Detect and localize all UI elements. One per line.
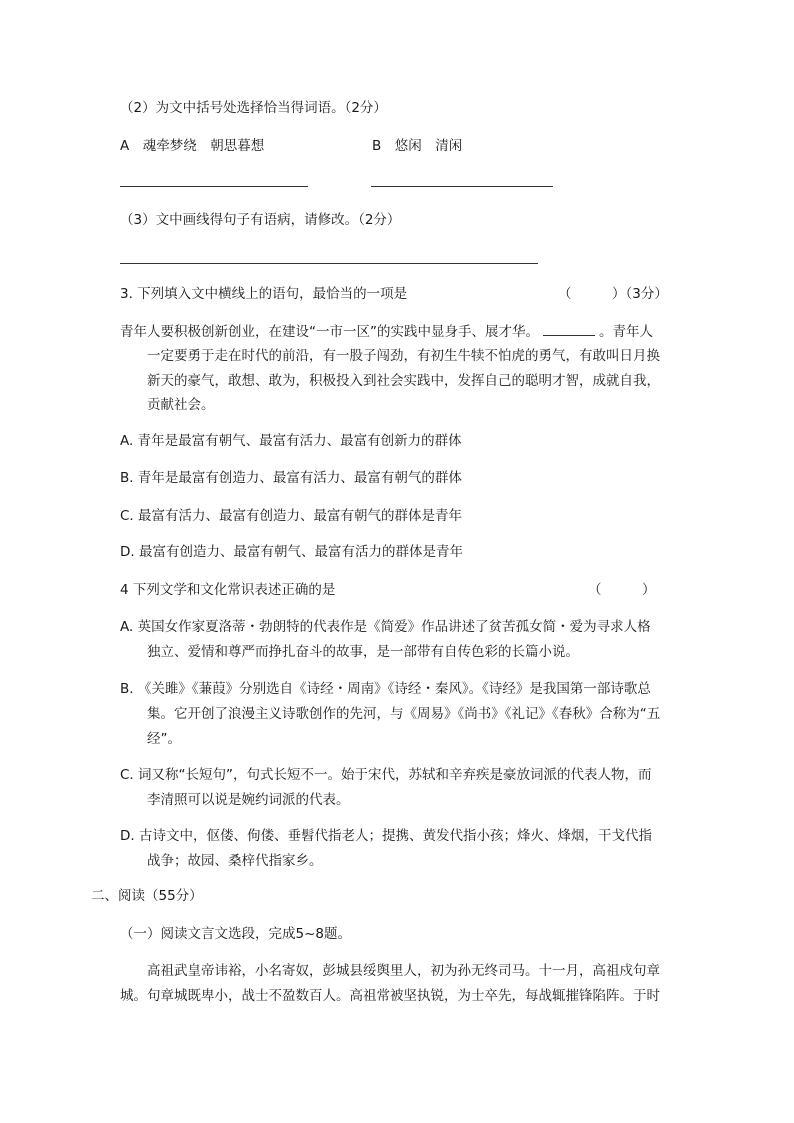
q3-prompt: 3. 下列填入文中横线上的语句，最恰当的一项是 (120, 286, 408, 302)
subsection-heading: （一）阅读文言文选段，完成5~8题。 (120, 926, 351, 942)
q3-option-d: D. 最富有创造力、最富有朝气、最富有活力的群体是青年 (120, 544, 463, 560)
q3-passage-text-1b: 。青年人 (599, 324, 653, 340)
q3-sub-prompt: （3）文中画线得句子有语病，请修改。（2分） (120, 212, 401, 228)
q3-option-c: C. 最富有活力、最富有创造力、最富有朝气的群体是青年 (120, 508, 463, 524)
q3-option-b: B. 青年是最富有创造力、最富有活力、最富有朝气的群体 (120, 470, 462, 486)
q4-option-b-line-2: 集。它开创了浪漫主义诗歌创作的先河，与《周易》《尚书》《礼记》《春秋》合称为“五 (147, 706, 661, 722)
q3-passage-line-2: 一定要勇于走在时代的前沿，有一股子闯劲，有初生牛犊不怕虎的勇气，有敢叫日月换 (147, 348, 660, 364)
q4-option-a-line-1: A. 英国女作家夏洛蒂・勃朗特的代表作是《简爱》作品讲述了贫苦孤女简・爱为寻求人格 (120, 619, 651, 635)
q4-option-d-line-1: D. 古诗文中，伛偻、佝偻、垂髫代指老人；提携、黄发代指小孩；烽火、烽烟，干戈代指 (120, 828, 652, 844)
q4-prompt: 4 下列文学和文化常识表述正确的是 (120, 582, 336, 598)
q3-passage-line-4: 贡献社会。 (147, 397, 215, 413)
section-heading: 二、阅读（55分） (91, 888, 203, 904)
q3-answer-paren[interactable]: （ ）（3分） (558, 286, 668, 302)
answer-line-revision[interactable] (120, 263, 538, 264)
classical-text-line-2: 城。句章城既卑小，战士不盈数百人。高祖常被坚执锐，为士卒先，每战辄摧锋陷阵。于时 (120, 988, 660, 1004)
q4-option-b-line-3: 经”。 (147, 731, 181, 747)
q3-passage-line-3: 新天的豪气，敢想、敢为，积极投入到社会实践中，发挥自己的聪明才智，成就自我， (147, 373, 660, 389)
q2-option-b: B 悠闲 清闲 (372, 138, 463, 154)
q4-answer-paren[interactable]: （ ） (588, 582, 656, 598)
q4-option-b-line-1: B. 《关雎》《蒹葭》分别选自《诗经・周南》《诗经・秦风》。《诗经》是我国第一部诗歌总 (120, 681, 651, 697)
answer-line-b[interactable] (371, 186, 553, 187)
q4-option-c-line-1: C. 词又称“长短句”，句式长短不一。始于宋代，苏轼和辛弃疾是豪放词派的代表人物，而 (120, 767, 652, 783)
q2-option-a: A 魂牵梦绕 朝思暮想 (120, 138, 265, 154)
answer-line-a[interactable] (120, 186, 308, 187)
q4-option-a-line-2: 独立、爱情和尊严而挣扎奋斗的故事，是一部带有自传色彩的长篇小说。 (147, 644, 579, 660)
q3-passage-text-1a: 青年人要积极创新创业，在建设“一市一区”的实践中显身手、展才华。 (120, 324, 539, 340)
q2-prompt: （2）为文中括号处选择恰当得词语。（2分） (120, 100, 387, 116)
q4-option-c-line-2: 李清照可以说是婉约词派的代表。 (147, 792, 350, 808)
q3-option-a: A. 青年是最富有朝气、最富有活力、最富有创新力的群体 (120, 433, 462, 449)
q3-passage-line-1 (120, 321, 653, 342)
q3-fill-blank[interactable] (543, 321, 595, 336)
classical-text-line-1: 高祖武皇帝讳裕，小名寄奴，彭城县绥舆里人，初为孙无终司马。十一月，高祖戍句章 (147, 963, 660, 979)
q4-option-d-line-2: 战争；故园、桑梓代指家乡。 (147, 853, 323, 869)
